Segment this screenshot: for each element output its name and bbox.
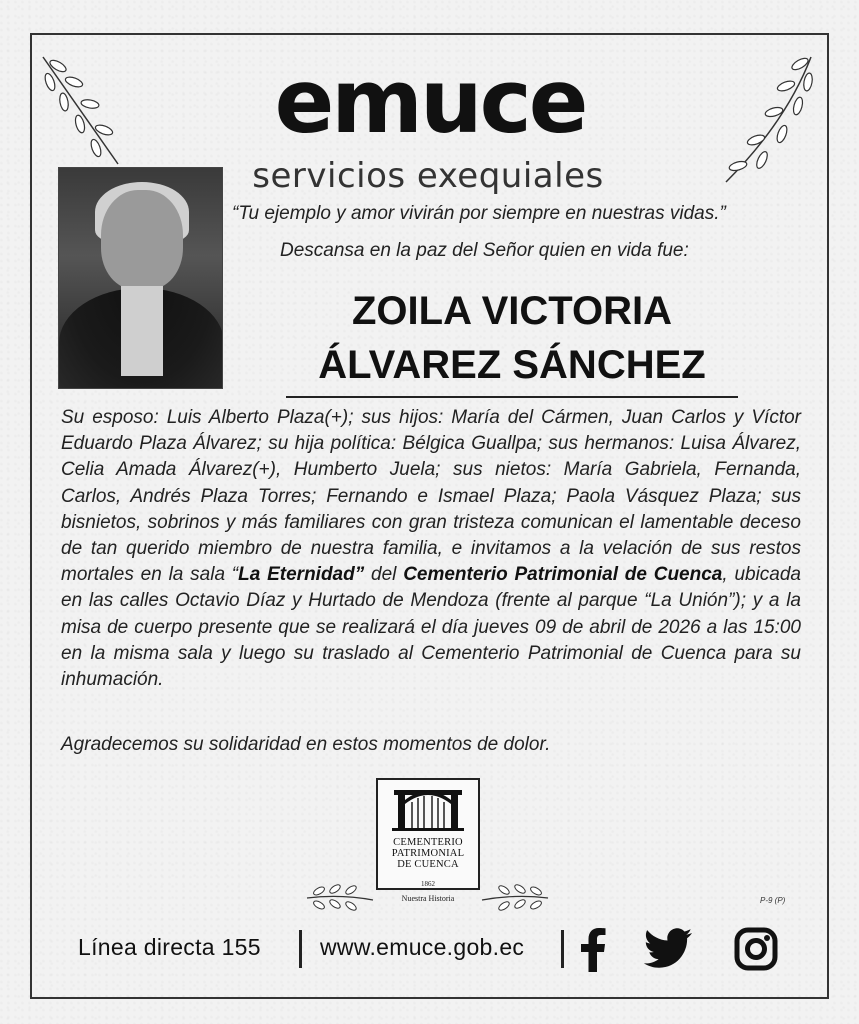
deceased-name-line2: ÁLVAREZ SÁNCHEZ [318, 343, 706, 387]
publication-code: P-9 (P) [760, 896, 786, 905]
deceased-name-line1: ZOILA VICTORIA [352, 289, 672, 333]
leaf-branch-left-icon [38, 52, 128, 172]
laurel-right-icon [480, 880, 550, 914]
seal-year: 1862 [421, 880, 435, 888]
facebook-icon[interactable] [578, 928, 608, 972]
body-bold-cementerio: Cementerio Patrimonial de Cuenca [403, 564, 723, 586]
footer-divider [299, 930, 302, 968]
arch-gate-icon [390, 788, 466, 832]
body-part2: del [364, 564, 404, 586]
memorial-quote: “Tu ejemplo y amor vivirán por siempre en nuestras vidas.” [232, 203, 726, 224]
notice-body [61, 405, 801, 693]
body-bold-sala: La Eternidad” [238, 564, 365, 586]
brand-logo: emuce [274, 50, 586, 153]
seal-line2: PATRIMONIAL [391, 848, 465, 859]
footer-phone: Línea directa 155 [78, 934, 261, 960]
deceased-name [286, 284, 738, 398]
brand-tagline: servicios exequiales [252, 156, 604, 196]
laurel-left-icon [305, 880, 375, 914]
footer-divider [561, 930, 564, 968]
instagram-icon[interactable] [734, 927, 778, 971]
seal-tagline: Nuestra Historia [401, 894, 455, 903]
seal-line1: CEMENTERIO [393, 837, 463, 848]
deceased-photo [58, 167, 223, 389]
footer-website[interactable]: www.emuce.gob.ec [320, 934, 525, 960]
thanks-line: Agradecemos su solidaridad en estos momentos de dolor. [61, 734, 551, 755]
leaf-branch-right-icon [716, 52, 816, 192]
twitter-icon[interactable] [643, 928, 693, 970]
body-part3: , ubicada en las calles Octavio Díaz y Hurtado de Mendoza (frente al parque “La Unión”); y a la misa de cuerpo presente que se realizará el día jueves 09 de abril de 2026 a las 15:00 en la misma sala y luego su traslado al Cementerio Patrimonial de Cuenca para su inhumación. [61, 564, 802, 691]
seal-line3: DE CUENCA [397, 859, 459, 870]
intro-line: Descansa en la paz del Señor quien en vida fue: [280, 240, 689, 261]
cemetery-seal [376, 778, 480, 890]
body-part1: Su esposo: Luis Alberto Plaza(+); sus hijos: María del Cármen, Juan Carlos y Víctor Eduardo Plaza Álvarez; su hija política: Bélgica Guallpa; sus hermanos: Luisa Álvarez, Celia Amada Álvarez(+), Humberto Juela; sus nietos: María Gabriela, Fernanda, Carlos, Andrés Plaza Torres; Fernando e Ismael Plaza; Paola Vásquez Plaza; sus bisnietos, sobrinos y más familiares con gran tristeza comunican el lamentable deceso de tan querido miembro de nuestra familia, e invitamos a la velación de sus restos mortales en la sala “ [61, 407, 801, 586]
